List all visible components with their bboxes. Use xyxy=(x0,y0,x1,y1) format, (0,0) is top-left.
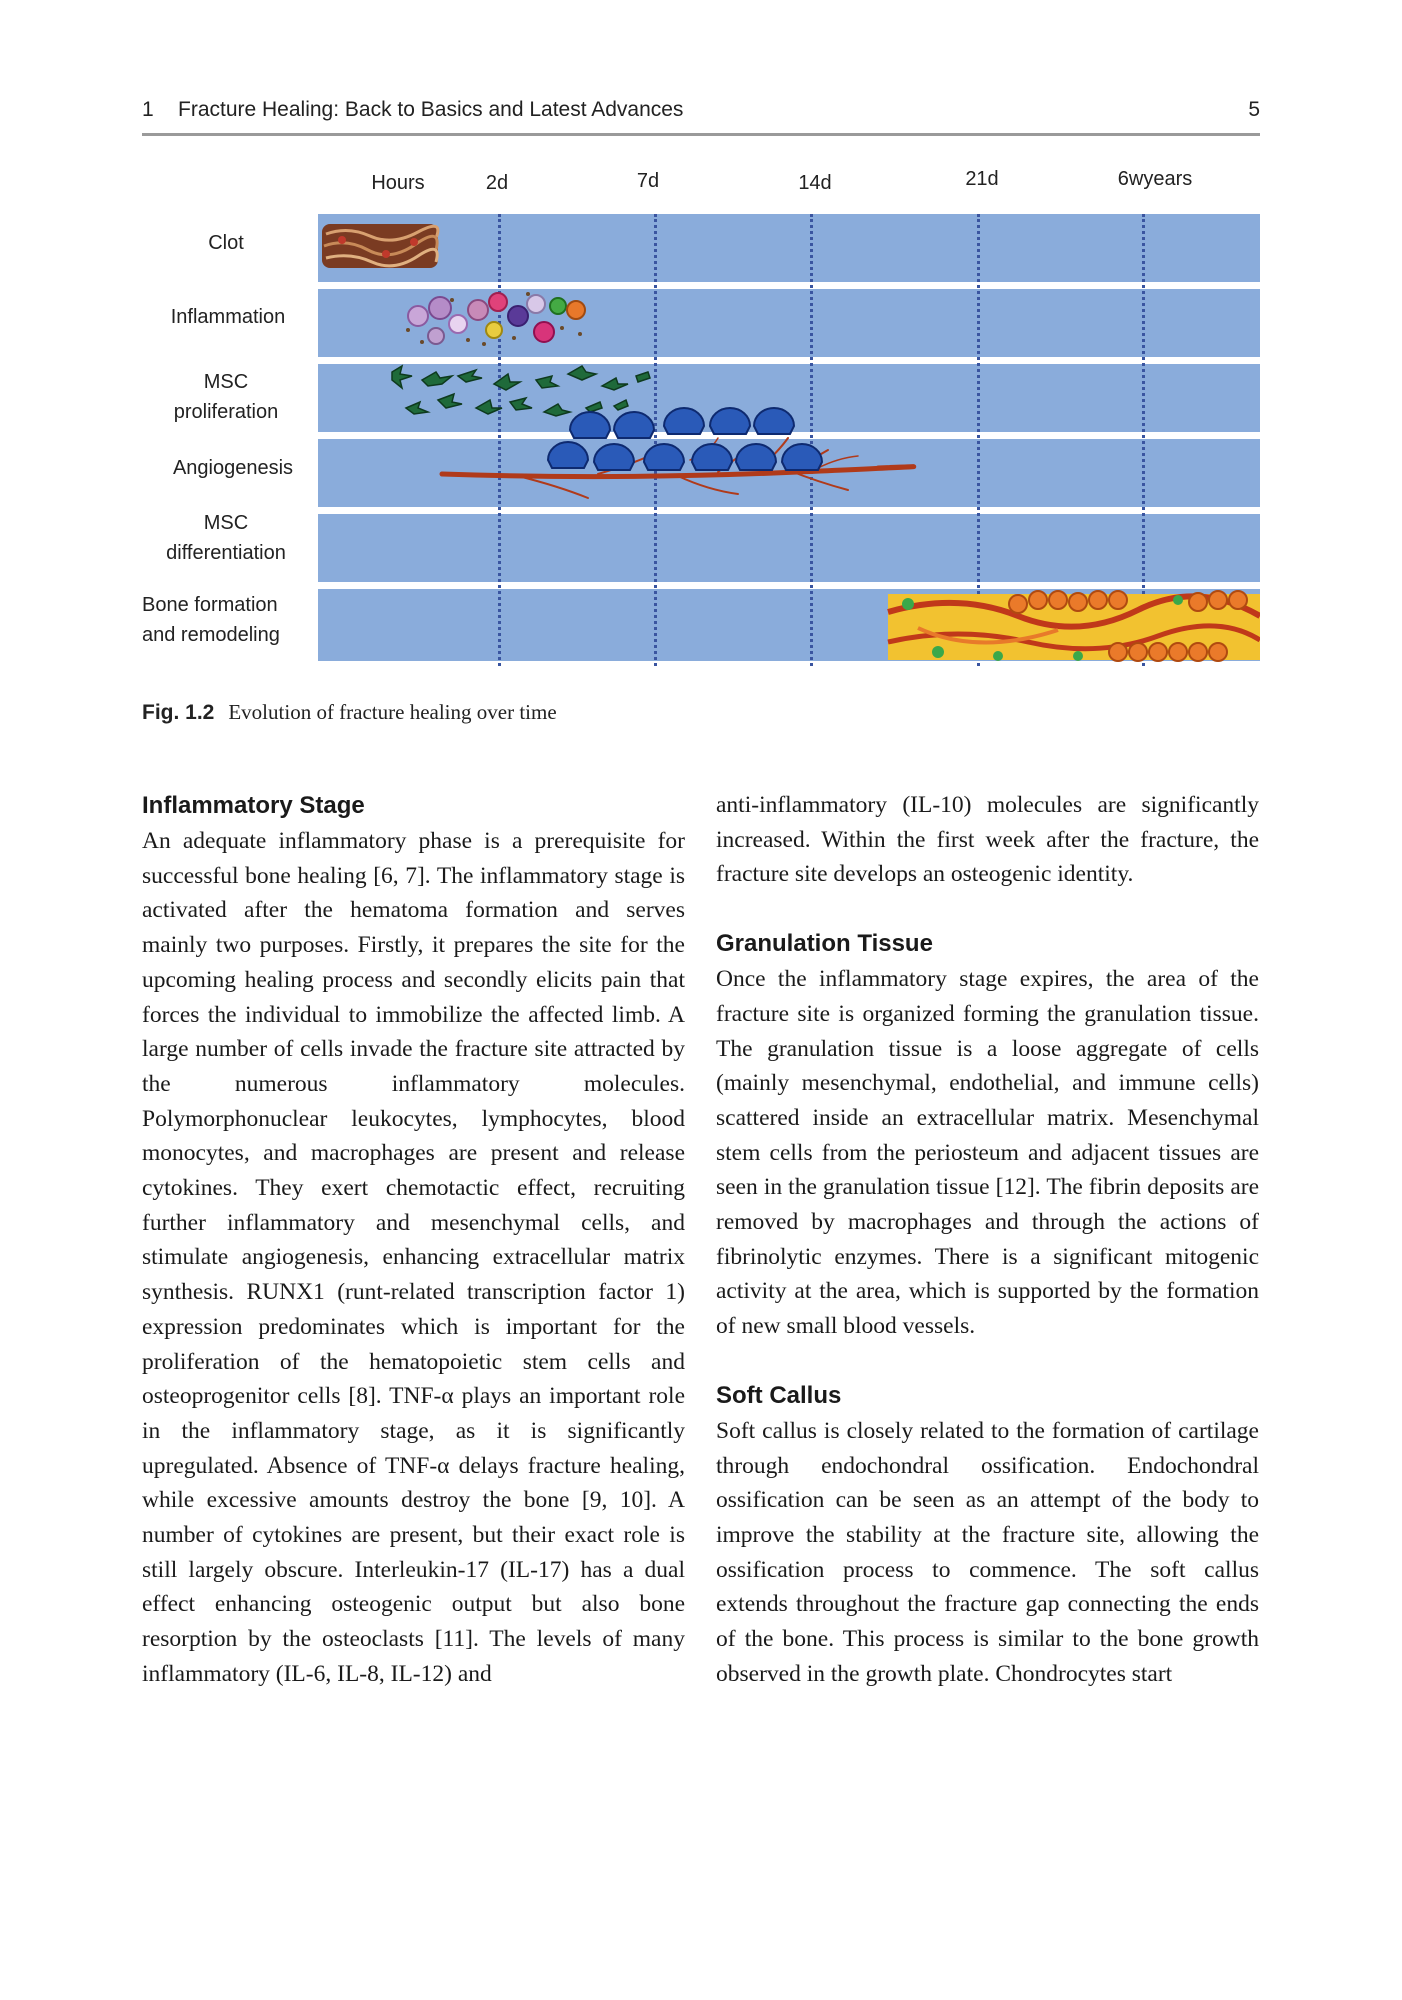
msc-proliferation-illustration xyxy=(392,366,650,416)
time-label-hours: Hours xyxy=(371,172,425,194)
paragraph-granulation-tissue: Once the inflammatory stage expires, the area of the fracture site is organized forming the granulation tissue. The granulation tissue is a loose aggregate of cells (mainly mesenchymal, endothelial, and immune cells) scattered inside an extracellular matrix. Mesenchymal stem cells from the periosteum and adjacent tissues are seen in the granulation tissue [12]. The fibrin deposits are removed by macrophages and through the actions of fibrinolytic enzymes. There is a significant mitogenic activity at the area, which is supported by the formation of new small blood vessels. xyxy=(716,966,1259,1340)
caption-text: Evolution of fracture healing over time xyxy=(228,700,557,724)
figure-caption xyxy=(142,700,557,725)
row-label-msc-proliferation: MSC proliferation xyxy=(173,371,279,423)
paragraph-inflammatory-stage: An adequate inflammatory phase is a prerequisite for successful bone healing [6, 7]. The inflammatory stage is activated after the hematoma formation and serves mainly two purposes. Firstly, it prepares the site for the upcoming healing process and secondly elicits pain that forces the individual to immobilize the affected limb. A large number of cells invade the fracture site attracted by the numerous inflammatory molecules. Polymorphonuclear leukocytes, lymphocytes, blood monocytes, and macrophages are present and release cytokines. They exert chemotactic effect, recruiting further inflammatory and mesenchymal cells, and stimulate angiogenesis, enhancing extracellular matrix synthesis. RUNX1 (runt-related transcription factor 1) expression predominates which is important for the proliferation of the hematopoietic stem cells and osteoprogenitor cells [8]. TNF-α plays an important role in the inflammatory stage, as it is significantly upregulated. Absence of TNF-α delays fracture healing, while excessive amounts destroy the bone [9, 10]. A number of cytokines are present, but their exact role is still largely obscure. Interleukin-17 (IL-17) has a dual effect enhancing osteogenic output but also bone resorption by the osteoclasts [11]. The levels of many inflammatory (IL-6, IL-8, IL-12) and xyxy=(142,828,685,1687)
chapter-title: Fracture Healing: Back to Basics and Latest Advances xyxy=(178,98,684,121)
time-label-6wyears: 6wyears xyxy=(1117,168,1193,190)
chapter-number: 1 xyxy=(142,98,154,121)
right-column xyxy=(716,788,1259,1691)
caption-number: Fig. 1.2 xyxy=(142,701,215,724)
row-label-angiogenesis: Angiogenesis xyxy=(172,457,294,479)
inflammation-illustration xyxy=(406,292,585,346)
time-label-2d: 2d xyxy=(485,172,509,194)
heading-inflammatory-stage: Inflammatory Stage xyxy=(142,792,365,819)
figure-fracture-healing-timeline xyxy=(0,0,1402,724)
row-label-bone-formation: Bone formation and remodeling xyxy=(142,594,280,646)
left-column xyxy=(142,788,685,1692)
time-label-7d: 7d xyxy=(636,170,660,192)
row-label-inflammation: Inflammation xyxy=(170,306,286,328)
heading-granulation-tissue: Granulation Tissue xyxy=(716,930,933,958)
paragraph-inflammatory-continuation: anti-inflammatory (IL-10) molecules are significantly increased. Within the first week after the fracture, the fracture site develops an osteogenic identity. xyxy=(716,792,1259,888)
bone-formation-illustration xyxy=(888,591,1260,661)
row-label-clot: Clot xyxy=(208,232,244,254)
msc-differentiation-illustration xyxy=(548,408,822,470)
clot-illustration xyxy=(322,224,438,268)
heading-soft-callus: Soft Callus xyxy=(716,1381,842,1409)
row-label-msc-differentiation: MSC differentiation xyxy=(166,512,286,564)
time-label-14d: 14d xyxy=(798,172,832,194)
paragraph-soft-callus: Soft callus is closely related to the formation of cartilage through endochondral ossification. Endochondral ossification can be seen as an attempt of the body to improve the stability at the fracture site, allowing the ossification process to commence. The soft callus extends throughout the fracture gap connecting the ends of the bone. This process is similar to the bone growth observed in the growth plate. Chondrocytes start xyxy=(716,1417,1259,1687)
time-label-21d: 21d xyxy=(965,168,999,190)
page-number: 5 xyxy=(1248,98,1260,121)
figure-illustrations xyxy=(318,212,1260,664)
